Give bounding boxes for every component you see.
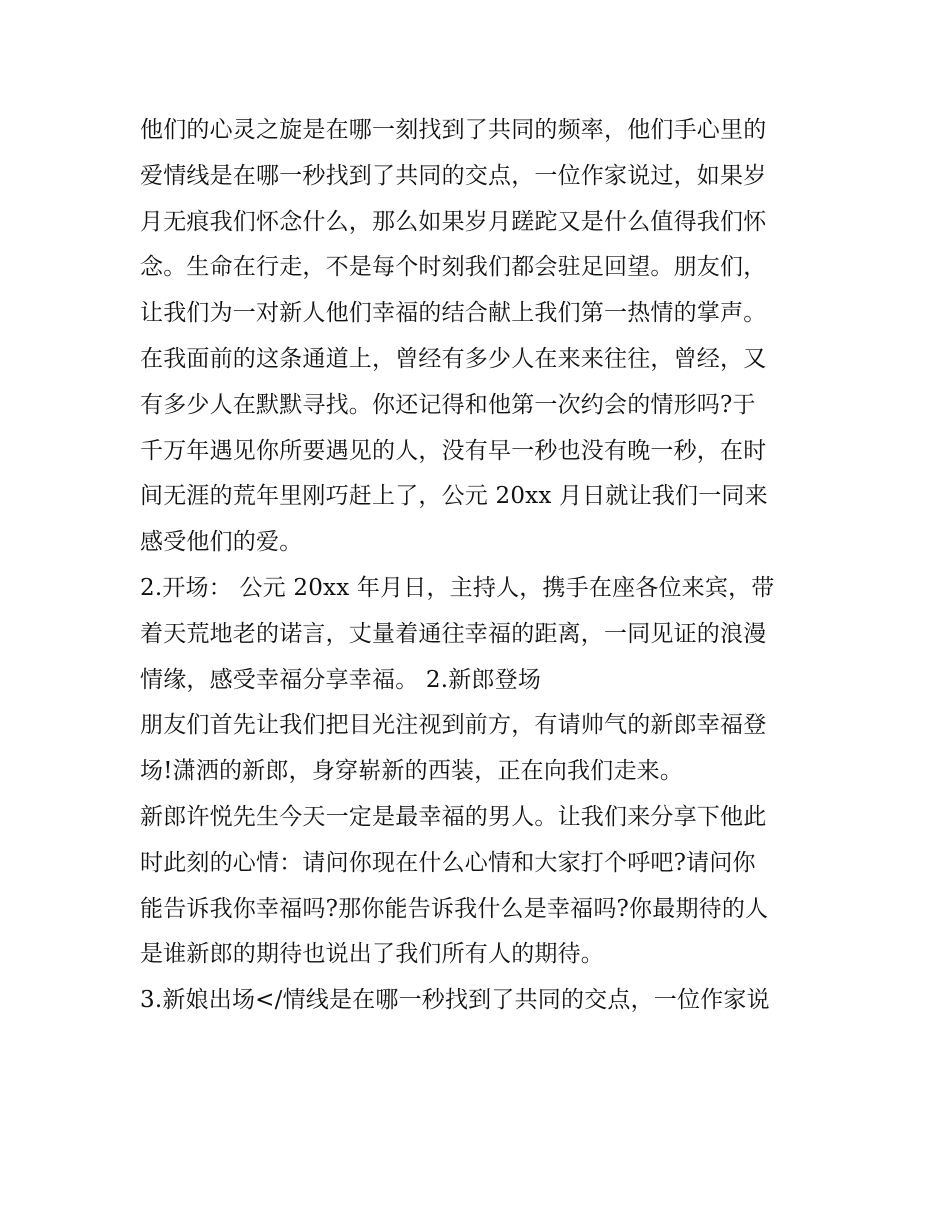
text-line-19: 是谁新郎的期待也说出了我们所有人的期待。 [140,941,604,968]
text-line-14: 朋友们首先让我们把目光注视到前方，有请帅气的新郎幸福登 [140,712,767,739]
section-heading-bride: 3.新娘出场</情线是在哪一秒找到了共同的交点，一位作家说 [140,987,770,1014]
text-line-7: 有多少人在默默寻找。你还记得和他第一次约会的情形吗?于 [140,391,756,418]
text-line-17: 时此刻的心情：请问你现在什么心情和大家打个呼吧?请问你 [140,849,756,876]
text-line-1: 他们的心灵之旋是在哪一刻找到了共同的频率，他们手心里的 [140,117,767,143]
text-line-16: 新郎许悦先生今天一定是最幸福的男人。让我们来分享下他此 [140,803,767,830]
text-line-5: 让我们为一对新人他们幸福的结合献上我们第一热情的掌声。 [140,300,767,327]
text-line-2: 爱情线是在哪一秒找到了共同的交点，一位作家说过，如果岁 [140,162,767,189]
text-line-3: 月无痕我们怀念什么，那么如果岁月蹉跎又是什么值得我们怀 [140,208,767,235]
text-line-18: 能告诉我你幸福吗?那你能告诉我什么是幸福吗?你最期待的人 [140,895,769,922]
text-line-12: 着天荒地老的诺言，丈量着通往幸福的距离，一同见证的浪漫 [140,620,767,647]
text-line-13: 情缘，感受幸福分享幸福。 2.新郎登场 [140,666,542,693]
text-line-6: 在我面前的这条通道上，曾经有多少人在来来往往，曾经，又 [140,345,767,372]
text-line-9: 间无涯的荒年里刚巧赶上了，公元 20xx 月日就让我们一同来 [140,483,768,510]
section-heading-opening: 2.开场： 公元 20xx 年月日，主持人，携手在座各位来宾，带 [140,574,775,601]
text-line-10: 感受他们的爱。 [140,529,303,556]
text-line-15: 场!潇洒的新郎，身穿崭新的西装，正在向我们走来。 [140,758,684,785]
document-body [140,108,820,1024]
text-line-8: 千万年遇见你所要遇见的人，没有早一秒也没有晚一秒，在时 [140,437,767,464]
text-line-4: 念。生命在行走，不是每个时刻我们都会驻足回望。朋友们， [140,254,767,281]
